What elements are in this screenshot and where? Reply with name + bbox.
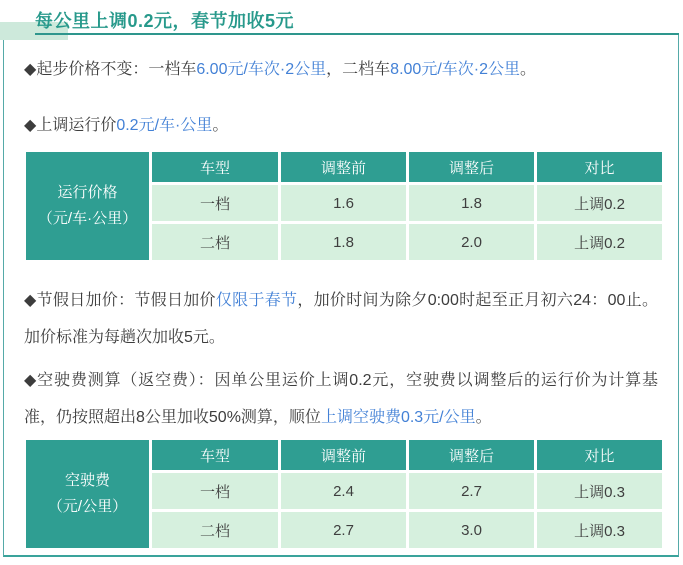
paragraph-holiday-surcharge: [24, 282, 658, 356]
table-cell: 2.0: [409, 224, 534, 260]
empty-run-fee-table: [26, 440, 659, 548]
column-header: 调整后: [409, 152, 534, 182]
column-header: 车型: [152, 440, 278, 470]
holiday-detail-text: ，加价时间为除夕0:00时起至正月初六24：00止。加价标准为每趟次加收5元。: [24, 292, 658, 346]
column-header: 对比: [537, 152, 662, 182]
table-cell: 2.4: [281, 473, 406, 509]
content-box: [3, 33, 679, 557]
table-row-header: [26, 152, 149, 260]
row-header-title: 运行价格: [57, 184, 118, 201]
table-cell: 上调0.2: [537, 185, 662, 221]
table-cell: 1.8: [409, 185, 534, 221]
row-header-title: 空驶费: [64, 472, 110, 489]
row-header-unit: （元/车·公里）: [37, 210, 138, 227]
table-cell: 1.6: [281, 185, 406, 221]
base-fare-tier2-value: 8.00元/车次·2公里: [390, 61, 520, 78]
running-price-value: 0.2元/车·公里: [116, 117, 213, 134]
base-fare-end: 。: [520, 61, 537, 78]
table-cell: 3.0: [409, 512, 534, 548]
column-header: 对比: [537, 440, 662, 470]
bullet-diamond-icon: ◆: [24, 117, 37, 134]
base-fare-text: 起步价格不变：一档车: [36, 61, 197, 78]
holiday-scope-value: 仅限于春节: [215, 292, 298, 309]
paragraph-empty-run-fee: [24, 362, 658, 436]
running-price-text: 上调运行价: [36, 117, 117, 134]
running-price-end: 。: [212, 117, 229, 134]
base-fare-mid-text: ，二档车: [326, 61, 391, 78]
empty-run-text: 空驶费测算（返空费）：因单公里运价上调0.2元，空驶费以调整后的运行价为计算基准，仍按照超出8公里加收50%测算，顺位: [24, 372, 658, 426]
table-cell: 上调0.3: [537, 512, 662, 548]
paragraph-base-fare: [24, 51, 658, 88]
table-cell: 上调0.2: [537, 224, 662, 260]
table-cell: 2.7: [409, 473, 534, 509]
table-row-header: [26, 440, 149, 548]
base-fare-tier1-value: 6.00元/车次·2公里: [196, 61, 327, 78]
table-cell: 一档: [152, 473, 278, 509]
table-cell: 一档: [152, 185, 278, 221]
table-cell: 二档: [152, 224, 278, 260]
empty-run-end: 。: [475, 409, 492, 426]
running-price-table: [26, 152, 659, 260]
table-cell: 二档: [152, 512, 278, 548]
column-header: 调整前: [281, 152, 406, 182]
page-title: 每公里上调0.2元，春节加收5元: [35, 11, 295, 31]
bullet-diamond-icon: ◆: [24, 372, 38, 389]
empty-run-increase-value: 上调空驶费0.3元/公里: [320, 409, 476, 426]
column-header: 车型: [152, 152, 278, 182]
column-header: 调整前: [281, 440, 406, 470]
bullet-diamond-icon: ◆: [24, 292, 37, 309]
holiday-text: 节假日加价：节假日加价: [36, 292, 216, 309]
table-cell: 2.7: [281, 512, 406, 548]
bullet-diamond-icon: ◆: [24, 61, 37, 78]
paragraph-running-price: [24, 107, 658, 144]
row-header-unit: （元/公里）: [47, 498, 128, 515]
title-underline: [35, 33, 679, 35]
column-header: 调整后: [409, 440, 534, 470]
table-cell: 上调0.3: [537, 473, 662, 509]
table-cell: 1.8: [281, 224, 406, 260]
